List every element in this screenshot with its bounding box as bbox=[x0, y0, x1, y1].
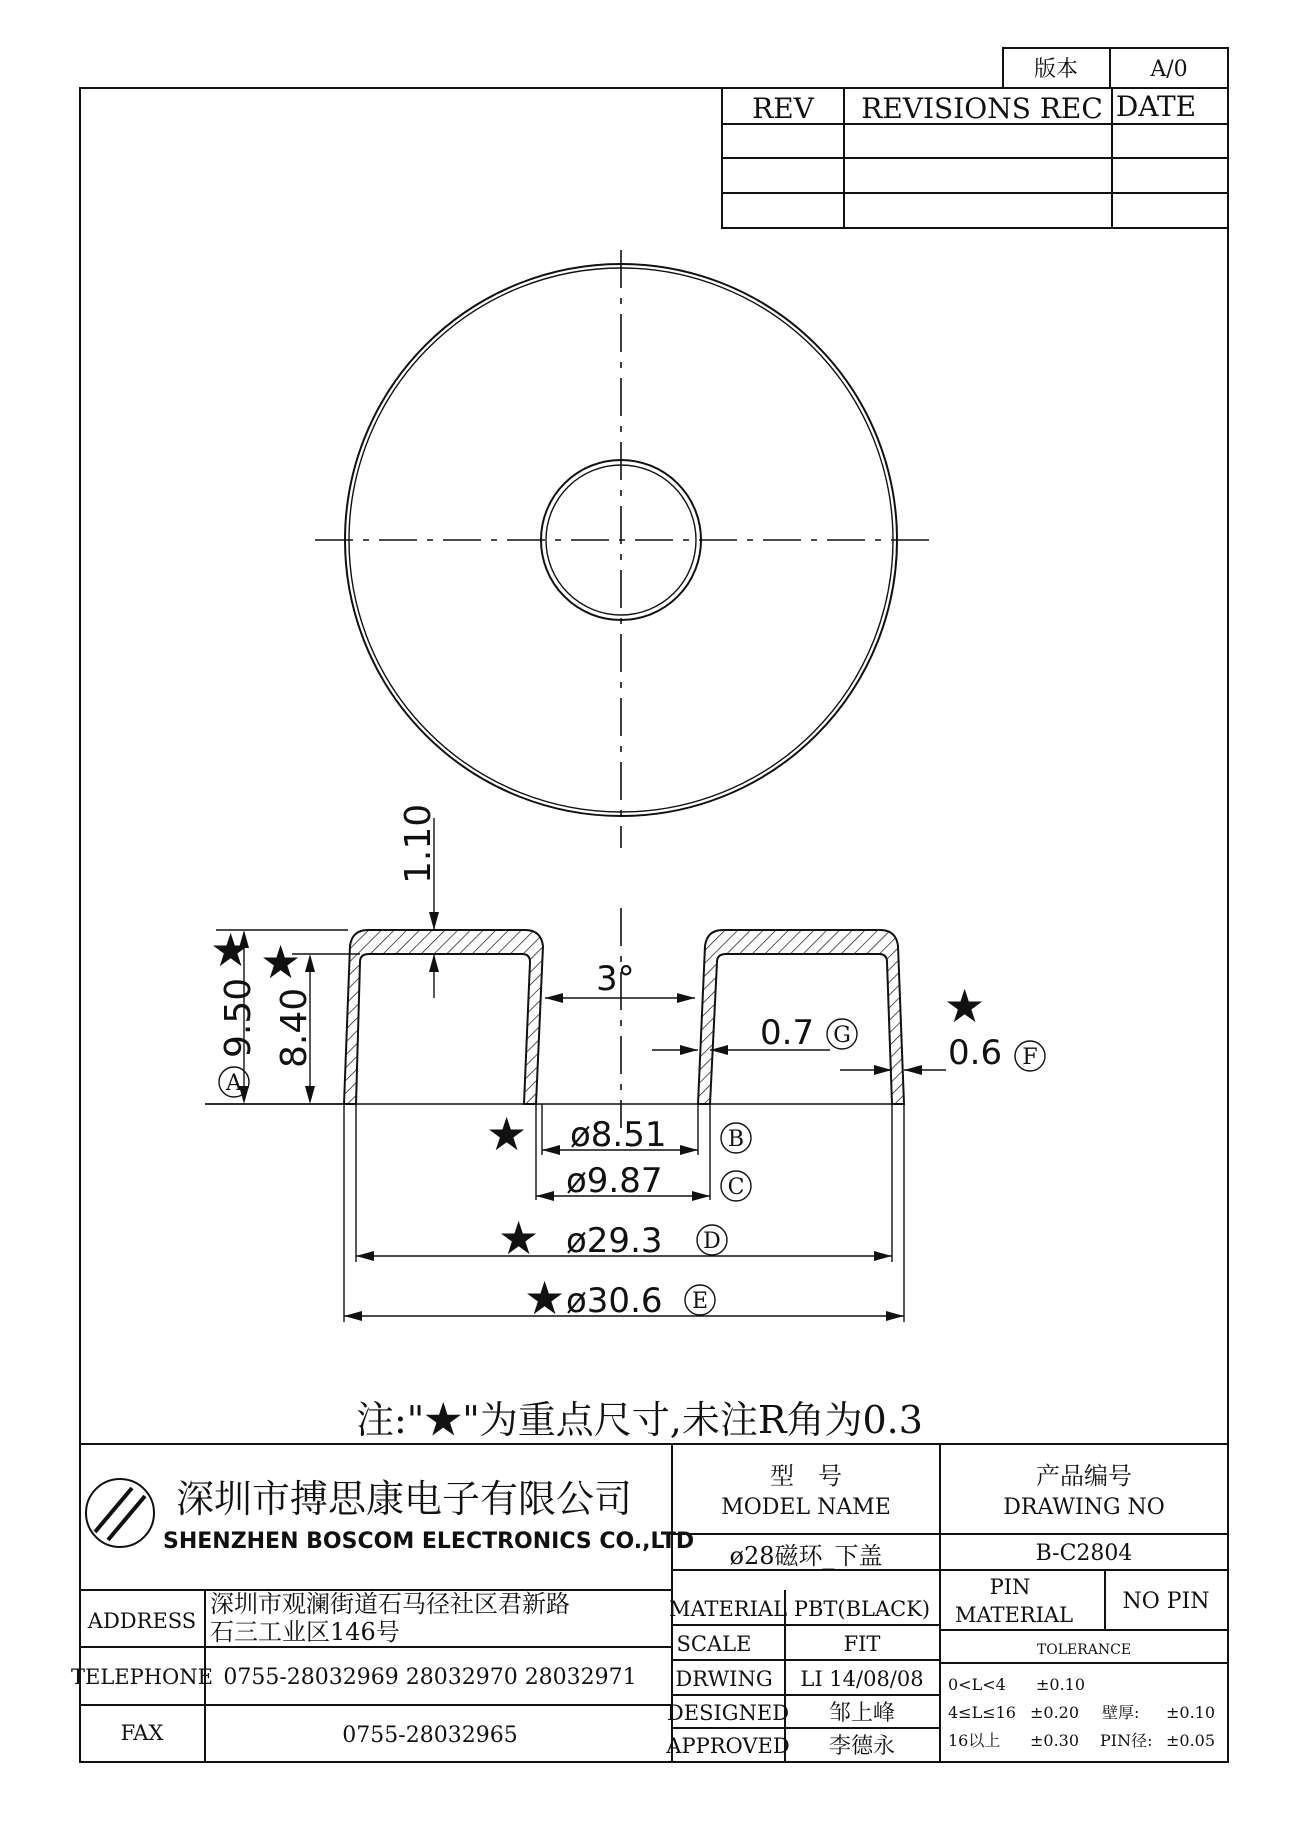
pin-dia-tolerance-value: ±0.05 bbox=[1166, 1731, 1216, 1750]
drawing-label-en: DRAWING NO bbox=[1003, 1495, 1165, 1520]
company-name-cn: 深圳市搏思康电子有限公司 bbox=[176, 1477, 633, 1521]
star-icon: ★ bbox=[524, 1271, 566, 1325]
tag-f: F bbox=[1022, 1045, 1038, 1070]
model-label-en: MODEL NAME bbox=[721, 1495, 891, 1520]
star-icon: ★ bbox=[486, 1107, 528, 1161]
model-value: ø28磁环_下盖 bbox=[729, 1542, 883, 1570]
fax-label: FAX bbox=[120, 1721, 164, 1745]
material-value: PBT(BLACK) bbox=[793, 1597, 931, 1621]
address-label: ADDRESS bbox=[87, 1609, 197, 1633]
tag-g: G bbox=[833, 1023, 851, 1048]
material-label: MATERIAL bbox=[668, 1597, 788, 1621]
star-icon: ★ bbox=[498, 1211, 540, 1265]
version-box bbox=[1003, 48, 1228, 88]
top-view bbox=[315, 250, 930, 848]
tolerance-range-2: 4≤L≤16 bbox=[948, 1703, 1016, 1722]
dim-diameter-d: ø29.3 bbox=[566, 1221, 663, 1261]
dim-diameter-e: ø30.6 bbox=[566, 1281, 663, 1321]
pin-material-label-line1: PIN bbox=[989, 1575, 1031, 1599]
drawing-note: 注:"★"为重点尺寸,未注R角为0.3 bbox=[356, 1398, 923, 1442]
rev-header: REV bbox=[752, 92, 814, 125]
tag-d: D bbox=[703, 1229, 721, 1254]
scale-label: SCALE bbox=[676, 1632, 752, 1656]
pin-dia-tolerance-label: PIN径: bbox=[1100, 1731, 1153, 1750]
designed-value: 邹上峰 bbox=[828, 1701, 896, 1726]
drawing-number: B-C2804 bbox=[1035, 1541, 1133, 1566]
tag-a: A bbox=[226, 1071, 242, 1096]
star-icon: ★ bbox=[944, 979, 986, 1033]
title-block bbox=[71, 1444, 1228, 1762]
star-icon: ★ bbox=[260, 935, 302, 989]
dim-wall-thickness: 1.10 bbox=[398, 803, 439, 884]
company-name-en: SHENZHEN BOSCOM ELECTRONICS CO.,LTD bbox=[163, 1529, 695, 1554]
tolerance-value-3: ±0.30 bbox=[1030, 1731, 1080, 1750]
date-header: DATE bbox=[1115, 90, 1197, 123]
approved-value: 李德永 bbox=[828, 1734, 896, 1759]
drwing-label: DRWING bbox=[675, 1667, 773, 1691]
drawing-label-cn: 产品编号 bbox=[1036, 1462, 1132, 1490]
tag-b: B bbox=[727, 1127, 745, 1152]
dim-thickness-f: 0.6 bbox=[948, 1033, 1003, 1073]
dim-height-a: 9.50 bbox=[218, 977, 259, 1058]
revision-table bbox=[722, 88, 1228, 228]
company-logo-icon bbox=[86, 1479, 154, 1547]
designed-label: DESIGNED bbox=[666, 1701, 790, 1725]
dim-thickness-g: 0.7 bbox=[760, 1013, 815, 1053]
revisions-rec-header: REVISIONS REC bbox=[861, 92, 1103, 125]
dim-height-inner: 8.40 bbox=[274, 987, 315, 1068]
dim-diameter-c: ø9.87 bbox=[566, 1161, 663, 1201]
telephone-label: TELEPHONE bbox=[71, 1665, 213, 1689]
address-line1: 深圳市观澜街道石马径社区君新路 bbox=[210, 1590, 570, 1618]
tolerance-value-1: ±0.10 bbox=[1036, 1675, 1086, 1694]
pin-material-label-line2: MATERIAL bbox=[954, 1603, 1074, 1627]
drwing-value: LI 14/08/08 bbox=[800, 1667, 924, 1691]
version-label: 版本 bbox=[1033, 57, 1079, 82]
tolerance-range-3: 16以上 bbox=[948, 1731, 1001, 1750]
pin-material-value: NO PIN bbox=[1122, 1589, 1210, 1614]
version-value: A/0 bbox=[1150, 57, 1188, 82]
approved-label: APPROVED bbox=[666, 1734, 790, 1758]
tolerance-value-2: ±0.20 bbox=[1030, 1703, 1080, 1722]
dimension-texts bbox=[218, 804, 1002, 1321]
dim-draft-angle: 3° bbox=[596, 959, 635, 999]
dim-diameter-b: ø8.51 bbox=[570, 1115, 667, 1155]
wall-tolerance-label: 壁厚: bbox=[1102, 1703, 1140, 1722]
tolerance-label: TOLERANCE bbox=[1036, 1642, 1132, 1658]
wall-tolerance-value: ±0.10 bbox=[1166, 1703, 1216, 1722]
address-line2: 石三工业区146号 bbox=[210, 1618, 400, 1646]
model-label-cn: 型 号 bbox=[770, 1462, 842, 1490]
star-icon: ★ bbox=[210, 923, 252, 977]
left-wall-section bbox=[344, 930, 543, 1104]
fax-value: 0755-28032965 bbox=[342, 1723, 518, 1748]
tolerance-range-1: 0<L<4 bbox=[948, 1675, 1006, 1694]
tag-c: C bbox=[727, 1175, 745, 1200]
tag-e: E bbox=[691, 1289, 709, 1314]
telephone-value: 0755-28032969 28032970 28032971 bbox=[223, 1665, 637, 1690]
scale-value: FIT bbox=[843, 1632, 881, 1656]
